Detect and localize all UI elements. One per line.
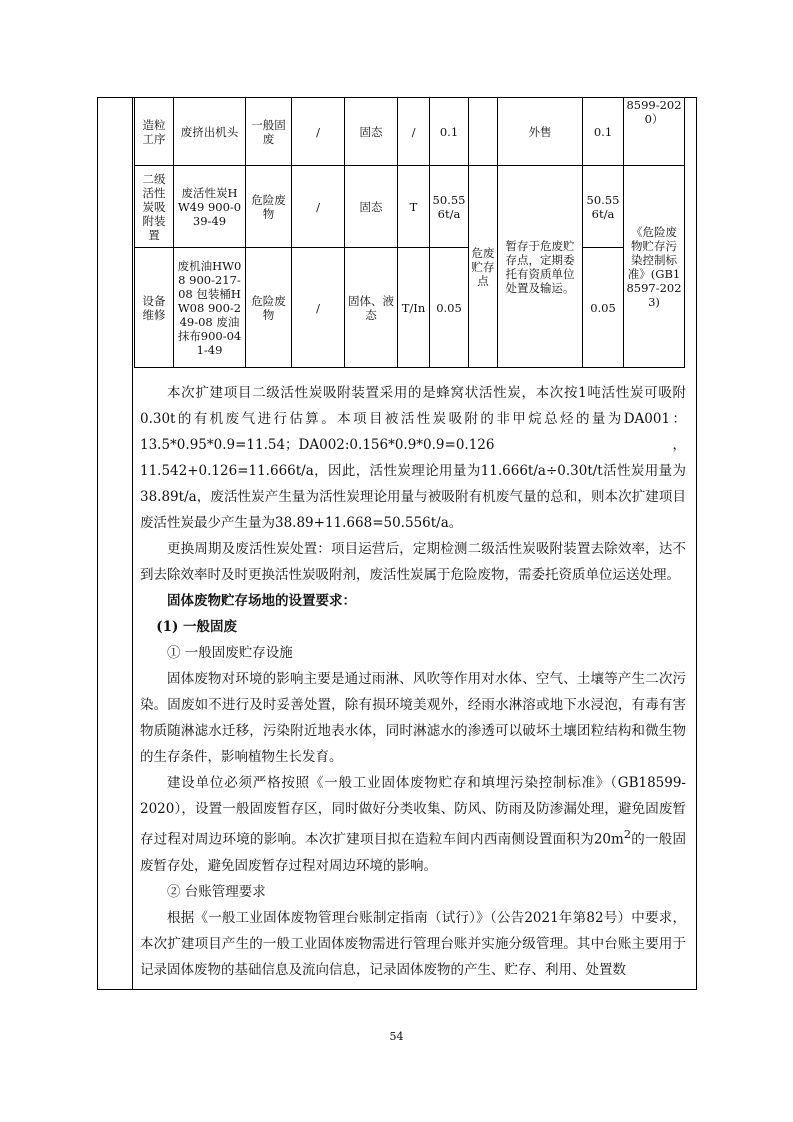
text-segment: 的一般固废暂存处，避免固废暂存过程对周边环境的影响。 — [140, 831, 686, 874]
cell-disposed: 50.556t/a — [583, 166, 624, 248]
cell-code: / — [292, 166, 345, 248]
cell-category: 危险废物 — [246, 166, 292, 248]
cell-amount: 50.556t/a — [430, 166, 469, 248]
heading-storage-requirements: 固体废物贮存场地的设置要求： — [167, 593, 356, 609]
cell-name: 废机油HW08 900-217-08 包装桶HW08 900-249-08 废油抹布900-041-49 — [174, 248, 246, 368]
paragraph-ledger-guidelines: 根据《一般工业固体废物管理台账制定指南（试行）》（公告2021年第82号）中要求，本次扩建项目产生的一般工业固体废物需进行管理台账并实施分级管理。其中台账主要用于记录固体废物的基础信息及流向信息，记录固体废物的产生、贮存、利用、处置数 — [140, 909, 686, 978]
cell-name: 废活性炭HW49 900-039-49 — [174, 166, 246, 248]
cell-code: / — [292, 248, 345, 368]
cell-storage-merged: 危废贮存点 — [469, 166, 498, 368]
heading-ledger-management: ② 台账管理要求 — [167, 883, 266, 900]
cell-method-merged: 暂存于危废贮存点，定期委托有资质单位处置及输运。 — [498, 166, 583, 368]
cell-method: 外售 — [498, 98, 583, 166]
cell-name: 废挤出机头 — [174, 98, 246, 166]
solid-waste-table — [134, 97, 685, 368]
cell-amount: 0.1 — [430, 98, 469, 166]
cell-hazard: T — [398, 166, 430, 248]
cell-code: / — [292, 98, 345, 166]
cell-amount: 0.05 — [430, 248, 469, 368]
cell-process: 设备维修 — [135, 248, 174, 368]
frame-left-column-line — [132, 98, 133, 989]
body-text — [140, 380, 686, 983]
cell-form: 固体、液态 — [345, 248, 398, 368]
cell-process: 造粒工序 — [135, 98, 174, 166]
cell-hazard: T/In — [398, 248, 430, 368]
paragraph-replacement-cycle: 更换周期及废活性炭处置：项目运营后，定期检测二级活性炭吸附装置去除效率，达不到去除效率时及时更换活性炭吸附剂，废活性炭属于危险废物，需委托资质单位运送处理。 — [140, 541, 686, 583]
page-number: 54 — [389, 1030, 404, 1043]
cell-category: 危险废物 — [246, 248, 292, 368]
cell-standard: 8599-2020） — [624, 98, 685, 166]
cell-disposed: 0.05 — [583, 248, 624, 368]
table-row — [135, 248, 685, 368]
paragraph-environmental-impact: 固体废物对环境的影响主要是通过雨淋、风吹等作用对水体、空气、土壤等产生二次污染。固废如不进行及时妥善处置，除有损环境美观外，经雨水淋溶或地下水浸泡，有毒有害物质随淋滤水迁移，污染附近地表水体，同时淋滤水的渗透可以破坏土壤团粒结构和微生物的生存条件，影响植物生长发育。 — [140, 671, 686, 765]
superscript: 2 — [623, 828, 631, 841]
text-segment: 建设单位必须严格按照《一般工业固体废物贮存和填埋污染控制标准》（GB18599-2020），设置一般固废暂存区，同时做好分类收集、防风、防雨及防渗漏处理，避免固废暂存过程对周边环境的影响。本次扩建项目拟在造粒车间内西南侧设置面积为20m — [140, 775, 686, 848]
cell-hazard: / — [398, 98, 430, 166]
cell-disposed: 0.1 — [583, 98, 624, 166]
heading-general-waste-facility: ① 一般固废贮存设施 — [167, 645, 293, 661]
table-row — [135, 166, 685, 248]
cell-storage — [469, 98, 498, 166]
paragraph-standard-compliance — [140, 770, 686, 879]
cell-standard-merged: 《危险废物贮存污染控制标准》(GB18597-2023) — [624, 166, 685, 368]
cell-form: 固态 — [345, 98, 398, 166]
cell-process: 二级活性炭吸附装置 — [135, 166, 174, 248]
paragraph-activated-carbon-estimate: 本次扩建项目二级活性炭吸附装置采用的是蜂窝状活性炭，本次按1吨活性炭可吸附0.30t的有机废气进行估算。本项目被活性炭吸附的非甲烷总烃的量为DA001：13.5*0.95*0.9=11.54；DA002:0.156*0.9*0.9=0.126，11.542+0.126=11.666t/a，因此，活性炭理论用量为11.666t/a÷0.30t/t活性炭用量为38.89t/a，废活性炭产生量为活性炭理论用量与被吸附有机废气量的总和，则本次扩建项目废活性炭最少产生量为38.89+11.668=50.556t/a。 — [140, 385, 686, 531]
cell-form: 固态 — [345, 166, 398, 248]
heading-general-waste: (1) 一般固废 — [156, 619, 238, 635]
table-row — [135, 98, 685, 166]
cell-category: 一般固废 — [246, 98, 292, 166]
